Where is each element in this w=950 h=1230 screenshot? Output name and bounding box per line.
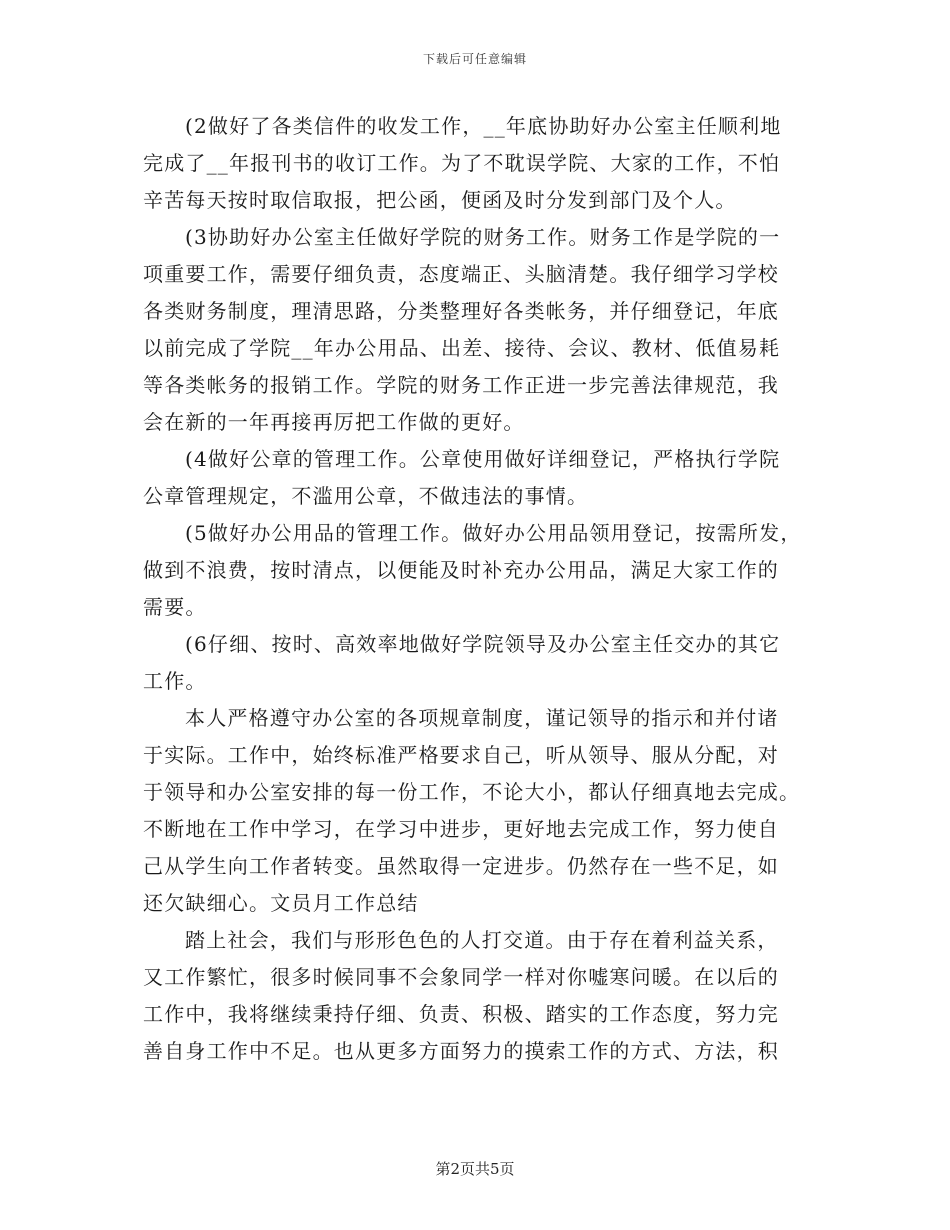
paragraph-first-line: (5做好办公用品的管理工作。做好办公用品领用登记，按需所发，: [185, 521, 802, 545]
paragraph-line: 会在新的一年再接再厉把工作做的更好。: [143, 410, 525, 434]
paragraph-line: 善自身工作中不足。也从更多方面努力的摸索工作的方式、方法，积: [143, 1039, 779, 1063]
paragraph-line: 各类财务制度，理清思路，分类整理好各类帐务，并仔细登记，年底: [143, 299, 779, 323]
paragraph-line: 于实际。工作中，始终标准严格要求自己，听从领导、服从分配，对: [143, 743, 779, 767]
paragraph-line: 做到不浪费，按时清点，以便能及时补充办公用品，满足大家工作的: [143, 558, 779, 582]
paragraph-line: 公章管理规定，不滥用公章，不做违法的事情。: [143, 484, 589, 508]
paragraph-line: 工作。: [143, 669, 207, 693]
paragraph-first-line: (3协助好办公室主任做好学院的财务工作。财务工作是学院的一: [185, 225, 781, 249]
paragraph-line: 不断地在工作中学习，在学习中进步，更好地去完成工作，努力使自: [143, 817, 779, 841]
document-body: [143, 108, 813, 1070]
paragraph-first-line: (4做好公章的管理工作。公章使用做好详细登记，严格执行学院: [185, 447, 781, 471]
paragraph-line: 需要。: [143, 595, 207, 619]
paragraph-line: 己从学生向工作者转变。虽然取得一定进步。仍然存在一些不足，如: [143, 854, 779, 878]
paragraph-line: 又工作繁忙，很多时候同事不会象同学一样对你嘘寒问暖。在以后的: [143, 965, 779, 989]
paragraph-line: 辛苦每天按时取信取报，把公函，便函及时分发到部门及个人。: [143, 188, 737, 212]
paragraph-first-line: 本人严格遵守办公室的各项规章制度，谨记领导的指示和并付诸: [185, 706, 779, 730]
paragraph-line: 工作中，我将继续秉持仔细、负责、积极、踏实的工作态度，努力完: [143, 1002, 779, 1026]
paragraph-line: 完成了__年报刊书的收订工作。为了不耽误学院、大家的工作，不怕: [143, 151, 781, 175]
paragraph-line: 等各类帐务的报销工作。学院的财务工作正进一步完善法律规范，我: [143, 373, 779, 397]
paragraph-line: 还欠缺细心。文员月工作总结: [143, 891, 419, 915]
paragraph-first-line: 踏上社会，我们与形形色色的人打交道。由于存在着利益关系，: [185, 928, 779, 952]
paragraph-line: 以前完成了学院__年办公用品、出差、接待、会议、教材、低值易耗: [143, 336, 781, 360]
paragraph-first-line: (6仔细、按时、高效率地做好学院领导及办公室主任交办的其它: [185, 632, 781, 656]
paragraph-line: 项重要工作，需要仔细负责，态度端正、头脑清楚。我仔细学习学校: [143, 262, 779, 286]
paragraph-line: 于领导和办公室安排的每一份工作，不论大小，都认仔细真地去完成。: [143, 780, 801, 804]
page-number: 第2页共5页: [435, 1160, 515, 1178]
paragraph-first-line: (2做好了各类信件的收发工作，__年底协助好办公室主任顺利地: [185, 114, 782, 138]
page-header: 下载后可任意编辑: [422, 52, 527, 66]
